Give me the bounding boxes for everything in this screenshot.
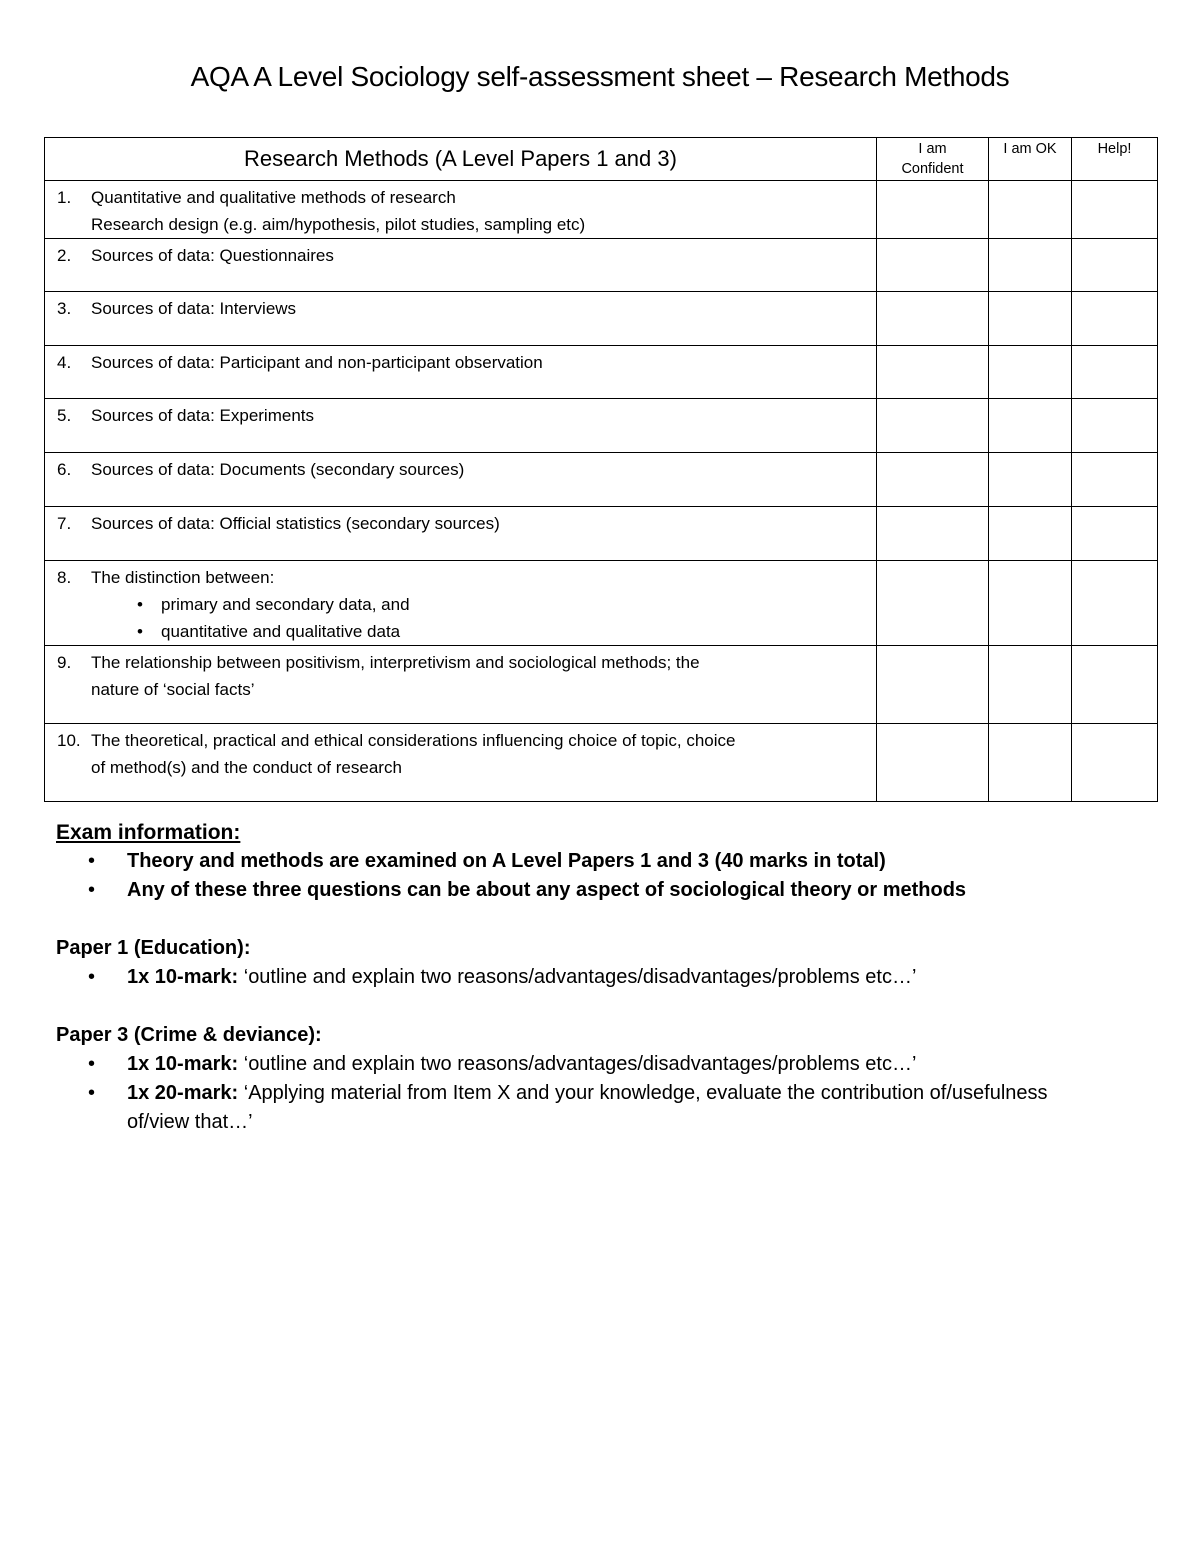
topic-text: Sources of data: Documents (secondary sources) xyxy=(91,460,465,479)
list-item: • Theory and methods are examined on A Level Papers 1 and 3 (40 marks in total) xyxy=(56,847,1156,876)
topic-text: Sources of data: Experiments xyxy=(91,406,315,425)
mark-label: 1x 10-mark: xyxy=(127,966,239,988)
topic-text: The relationship between positivism, interpretivism and sociological methods; the xyxy=(91,653,700,672)
topic-cell xyxy=(45,292,877,346)
ok-checkbox-cell[interactable] xyxy=(989,346,1072,399)
topic-cell xyxy=(45,399,877,453)
page-title: AQA A Level Sociology self-assessment sheet – Research Methods xyxy=(190,61,1010,92)
topic-subpoint: primary and secondary data, and xyxy=(161,595,410,614)
topic-cell xyxy=(45,561,877,646)
ok-checkbox-cell[interactable] xyxy=(989,399,1072,453)
topic-cell xyxy=(45,507,877,561)
exam-info-list xyxy=(56,847,1156,905)
bullet-icon: • xyxy=(88,850,96,872)
bullet-icon: • xyxy=(88,879,96,901)
ok-checkbox-cell[interactable] xyxy=(989,507,1072,561)
help-checkbox-cell[interactable] xyxy=(1072,346,1158,399)
table-header-row xyxy=(45,138,1158,181)
list-item xyxy=(56,1050,1156,1079)
topic-cell xyxy=(45,646,877,724)
table-row xyxy=(45,346,1158,399)
row-number: 5. xyxy=(57,406,72,425)
topic-column-header: Research Methods (A Level Papers 1 and 3) xyxy=(45,138,877,181)
table-row xyxy=(45,181,1158,239)
topic-text: The distinction between: xyxy=(91,568,275,587)
topic-text: nature of ‘social facts’ xyxy=(91,680,255,699)
help-checkbox-cell[interactable] xyxy=(1072,646,1158,724)
help-column-header: Help! xyxy=(1072,138,1158,181)
ok-checkbox-cell[interactable] xyxy=(989,724,1072,802)
paper3-list xyxy=(56,1050,1156,1137)
table-row xyxy=(45,292,1158,346)
row-number: 2. xyxy=(57,246,72,265)
mark-label: 1x 10-mark: xyxy=(127,1053,239,1075)
bullet-icon: • xyxy=(88,1053,96,1075)
topic-text: Sources of data: Questionnaires xyxy=(91,246,334,265)
help-checkbox-cell[interactable] xyxy=(1072,181,1158,239)
ok-checkbox-cell[interactable] xyxy=(989,181,1072,239)
help-checkbox-cell[interactable] xyxy=(1072,399,1158,453)
topic-cell xyxy=(45,346,877,399)
confident-checkbox-cell[interactable] xyxy=(877,292,989,346)
row-number: 9. xyxy=(57,653,72,672)
ok-column-header: I am OK xyxy=(989,138,1072,181)
topic-cell xyxy=(45,181,877,239)
confident-checkbox-cell[interactable] xyxy=(877,646,989,724)
list-item xyxy=(56,1079,1156,1137)
table-row xyxy=(45,507,1158,561)
table-row xyxy=(45,239,1158,292)
bullet-icon: • xyxy=(137,622,143,641)
exam-information-section xyxy=(56,818,1156,1137)
confident-checkbox-cell[interactable] xyxy=(877,453,989,507)
question-stem: ‘outline and explain two reasons/advantages/disadvantages/problems etc…’ xyxy=(238,1053,917,1075)
help-checkbox-cell[interactable] xyxy=(1072,453,1158,507)
topic-cell xyxy=(45,453,877,507)
row-number: 10. xyxy=(57,731,81,750)
topic-text: Quantitative and qualitative methods of research xyxy=(91,188,456,207)
topic-cell xyxy=(45,239,877,292)
question-stem: ‘Applying material from Item X and your knowledge, evaluate the contribution of/usefulness xyxy=(238,1082,1048,1104)
list-item xyxy=(56,963,1156,992)
help-checkbox-cell[interactable] xyxy=(1072,507,1158,561)
confident-column-header: I am Confident xyxy=(877,138,989,181)
self-assessment-table xyxy=(44,137,1158,802)
list-item: • Any of these three questions can be about any aspect of sociological theory or methods xyxy=(56,876,1156,905)
topic-text: Research design (e.g. aim/hypothesis, pilot studies, sampling etc) xyxy=(91,215,586,234)
row-number: 1. xyxy=(57,188,72,207)
bullet-icon: • xyxy=(88,966,96,988)
exam-info-heading: Exam information: xyxy=(56,821,241,844)
table-row xyxy=(45,453,1158,507)
help-checkbox-cell[interactable] xyxy=(1072,724,1158,802)
row-number: 6. xyxy=(57,460,72,479)
ok-checkbox-cell[interactable] xyxy=(989,453,1072,507)
ok-checkbox-cell[interactable] xyxy=(989,646,1072,724)
table-row xyxy=(45,561,1158,646)
topic-cell xyxy=(45,724,877,802)
row-number: 4. xyxy=(57,353,72,372)
topic-text: Sources of data: Interviews xyxy=(91,299,297,318)
topic-text: The theoretical, practical and ethical considerations influencing choice of topic, choice xyxy=(91,731,736,750)
topic-subpoint: quantitative and qualitative data xyxy=(161,622,401,641)
confident-checkbox-cell[interactable] xyxy=(877,346,989,399)
confident-checkbox-cell[interactable] xyxy=(877,507,989,561)
question-stem: ‘outline and explain two reasons/advantages/disadvantages/problems etc…’ xyxy=(238,966,917,988)
help-checkbox-cell[interactable] xyxy=(1072,239,1158,292)
topic-text: Sources of data: Participant and non-participant observation xyxy=(91,353,543,372)
confident-checkbox-cell[interactable] xyxy=(877,561,989,646)
topic-text: of method(s) and the conduct of research xyxy=(91,758,402,777)
topic-text: Sources of data: Official statistics (secondary sources) xyxy=(91,514,500,533)
table-row xyxy=(45,646,1158,724)
ok-checkbox-cell[interactable] xyxy=(989,239,1072,292)
ok-checkbox-cell[interactable] xyxy=(989,292,1072,346)
confident-checkbox-cell[interactable] xyxy=(877,181,989,239)
paper1-list xyxy=(56,963,1156,992)
bullet-icon: • xyxy=(137,595,143,614)
confident-checkbox-cell[interactable] xyxy=(877,724,989,802)
ok-checkbox-cell[interactable] xyxy=(989,561,1072,646)
confident-checkbox-cell[interactable] xyxy=(877,399,989,453)
paper1-heading: Paper 1 (Education): xyxy=(56,937,251,959)
row-number: 7. xyxy=(57,514,72,533)
confident-checkbox-cell[interactable] xyxy=(877,239,989,292)
row-number: 3. xyxy=(57,299,72,318)
row-number: 8. xyxy=(57,568,72,587)
paper3-heading: Paper 3 (Crime & deviance): xyxy=(56,1024,322,1046)
help-checkbox-cell[interactable] xyxy=(1072,561,1158,646)
table-row xyxy=(45,724,1158,802)
mark-label: 1x 20-mark: xyxy=(127,1082,239,1104)
table-row xyxy=(45,399,1158,453)
help-checkbox-cell[interactable] xyxy=(1072,292,1158,346)
question-stem-continued: of/view that…’ xyxy=(127,1111,253,1133)
bullet-icon: • xyxy=(88,1082,96,1104)
